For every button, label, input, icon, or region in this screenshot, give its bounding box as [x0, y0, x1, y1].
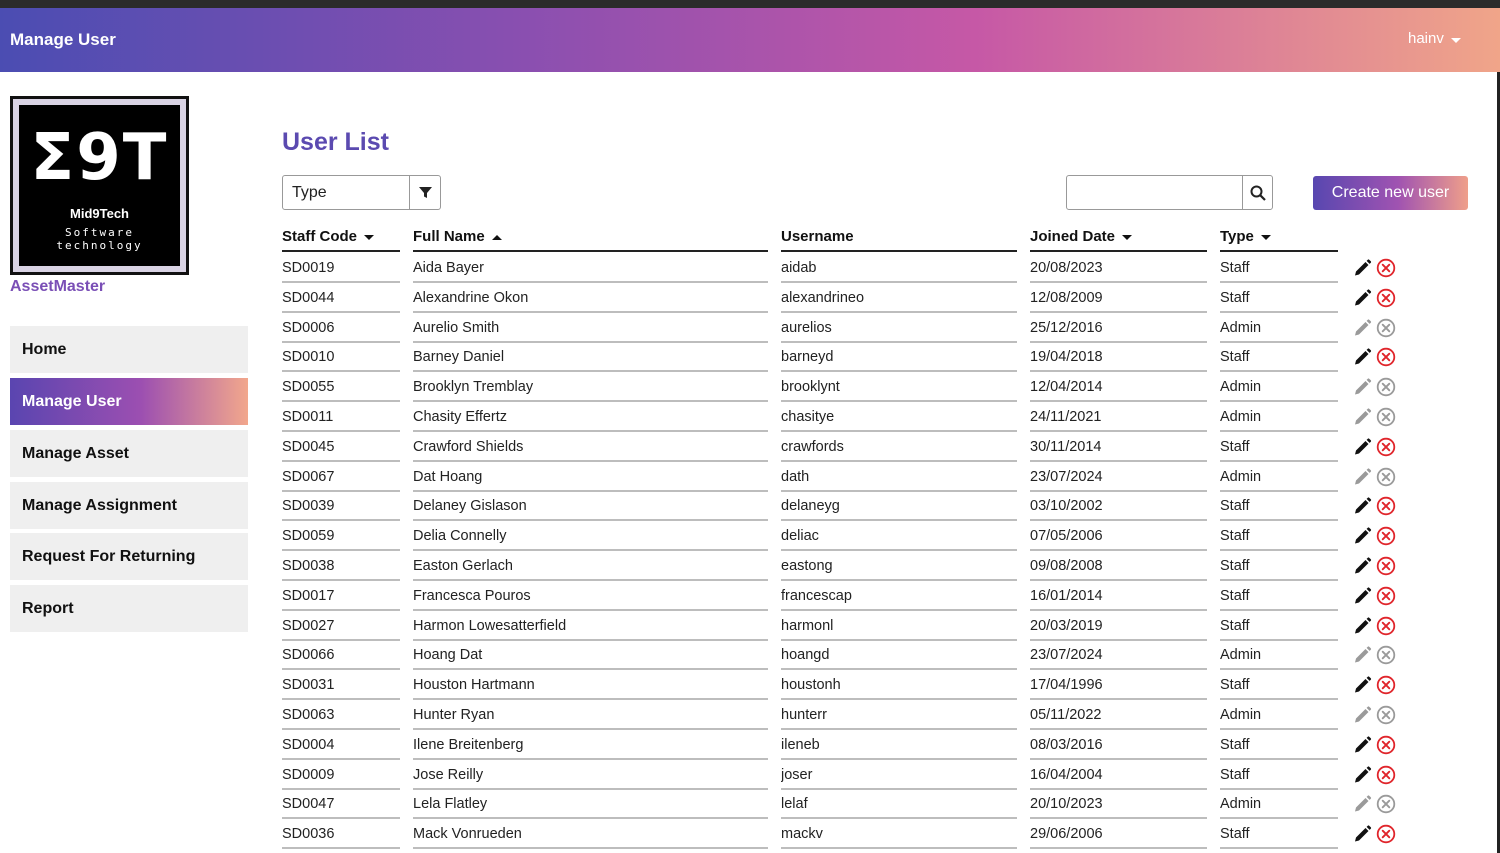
username-cell: eastong — [781, 554, 1017, 581]
nav-item-manage-user[interactable]: Manage User — [10, 378, 248, 425]
username-cell: mackv — [781, 822, 1017, 849]
search-input[interactable] — [1067, 176, 1242, 209]
table-row[interactable] — [0, 345, 1500, 375]
edit-pencil-icon[interactable] — [1352, 496, 1372, 516]
full-name-cell: Jose Reilly — [413, 763, 768, 790]
staff-code-cell: SD0047 — [282, 792, 400, 819]
table-row[interactable] — [0, 822, 1500, 852]
staff-code-cell: SD0038 — [282, 554, 400, 581]
search-box — [1066, 175, 1273, 210]
type-cell: Staff — [1220, 524, 1338, 551]
username-cell: dath — [781, 465, 1017, 492]
full-name-cell: Francesca Pouros — [413, 584, 768, 611]
joined-date-cell: 16/04/2004 — [1030, 763, 1207, 790]
type-cell: Staff — [1220, 345, 1338, 372]
delete-circle-x-icon[interactable] — [1376, 407, 1396, 427]
staff-code-cell: SD0027 — [282, 614, 400, 641]
table-row[interactable] — [0, 256, 1500, 286]
type-cell: Staff — [1220, 494, 1338, 521]
type-cell: Staff — [1220, 763, 1338, 790]
nav-item-report[interactable]: Report — [10, 585, 248, 632]
table-row[interactable] — [0, 792, 1500, 822]
column-header-username[interactable] — [781, 228, 1017, 252]
joined-date-cell: 17/04/1996 — [1030, 673, 1207, 700]
table-row[interactable] — [0, 375, 1500, 405]
type-cell: Admin — [1220, 465, 1338, 492]
full-name-cell: Aurelio Smith — [413, 316, 768, 343]
table-row[interactable] — [0, 494, 1500, 524]
staff-code-cell: SD0006 — [282, 316, 400, 343]
sort-down-icon — [1261, 235, 1271, 240]
username-cell: barneyd — [781, 345, 1017, 372]
caret-down-icon[interactable] — [1451, 38, 1461, 43]
username-cell: houstonh — [781, 673, 1017, 700]
username-cell: joser — [781, 763, 1017, 790]
table-row[interactable] — [0, 435, 1500, 465]
full-name-cell: Dat Hoang — [413, 465, 768, 492]
table-row[interactable] — [0, 584, 1500, 614]
edit-pencil-icon[interactable] — [1352, 824, 1372, 844]
type-filter-dropdown[interactable] — [282, 175, 441, 210]
delete-circle-x-icon[interactable] — [1376, 377, 1396, 397]
username-cell: harmonl — [781, 614, 1017, 641]
edit-pencil-icon[interactable] — [1352, 735, 1372, 755]
username-cell: deliac — [781, 524, 1017, 551]
staff-code-cell: SD0036 — [282, 822, 400, 849]
table-row[interactable] — [0, 763, 1500, 793]
delete-circle-x-icon[interactable] — [1376, 556, 1396, 576]
edit-pencil-icon[interactable] — [1352, 556, 1372, 576]
table-row[interactable] — [0, 554, 1500, 584]
table-row[interactable] — [0, 316, 1500, 346]
joined-date-cell: 24/11/2021 — [1030, 405, 1207, 432]
edit-pencil-icon[interactable] — [1352, 407, 1372, 427]
page-title: User List — [282, 128, 389, 156]
nav-item-home[interactable]: Home — [10, 326, 248, 373]
username-cell: crawfords — [781, 435, 1017, 462]
joined-date-cell: 03/10/2002 — [1030, 494, 1207, 521]
column-header-label: Username — [781, 228, 854, 245]
staff-code-cell: SD0055 — [282, 375, 400, 402]
table-row[interactable] — [0, 465, 1500, 495]
full-name-cell: Hoang Dat — [413, 643, 768, 670]
search-icon[interactable] — [1242, 176, 1272, 209]
delete-circle-x-icon[interactable] — [1376, 467, 1396, 487]
edit-pencil-icon[interactable] — [1352, 586, 1372, 606]
full-name-cell: Hunter Ryan — [413, 703, 768, 730]
full-name-cell: Brooklyn Tremblay — [413, 375, 768, 402]
joined-date-cell: 23/07/2024 — [1030, 465, 1207, 492]
username-cell: aidab — [781, 256, 1017, 283]
type-cell: Staff — [1220, 733, 1338, 760]
table-row[interactable] — [0, 524, 1500, 554]
joined-date-cell: 20/08/2023 — [1030, 256, 1207, 283]
type-cell: Staff — [1220, 584, 1338, 611]
edit-pencil-icon[interactable] — [1352, 794, 1372, 814]
staff-code-cell: SD0031 — [282, 673, 400, 700]
staff-code-cell: SD0066 — [282, 643, 400, 670]
table-row[interactable] — [0, 673, 1500, 703]
delete-circle-x-icon[interactable] — [1376, 496, 1396, 516]
edit-pencil-icon[interactable] — [1352, 467, 1372, 487]
table-row[interactable] — [0, 405, 1500, 435]
full-name-cell: Mack Vonrueden — [413, 822, 768, 849]
edit-pencil-icon[interactable] — [1352, 765, 1372, 785]
delete-circle-x-icon[interactable] — [1376, 616, 1396, 636]
delete-circle-x-icon[interactable] — [1376, 288, 1396, 308]
delete-circle-x-icon[interactable] — [1376, 586, 1396, 606]
delete-circle-x-icon[interactable] — [1376, 794, 1396, 814]
joined-date-cell: 07/05/2006 — [1030, 524, 1207, 551]
full-name-cell: Aida Bayer — [413, 256, 768, 283]
logo-tagline: Software technology — [56, 226, 143, 252]
username-cell: delaneyg — [781, 494, 1017, 521]
joined-date-cell: 08/03/2016 — [1030, 733, 1207, 760]
column-header-label: Type — [1220, 228, 1254, 245]
sort-up-icon — [492, 235, 502, 240]
column-header-staff-code[interactable] — [282, 228, 400, 252]
staff-code-cell: SD0059 — [282, 524, 400, 551]
full-name-cell: Easton Gerlach — [413, 554, 768, 581]
type-cell: Staff — [1220, 822, 1338, 849]
edit-pencil-icon[interactable] — [1352, 288, 1372, 308]
sort-down-icon — [1122, 235, 1132, 240]
staff-code-cell: SD0044 — [282, 286, 400, 313]
table-row[interactable] — [0, 733, 1500, 763]
type-cell: Admin — [1220, 405, 1338, 432]
delete-circle-x-icon[interactable] — [1376, 645, 1396, 665]
type-cell: Staff — [1220, 286, 1338, 313]
edit-pencil-icon[interactable] — [1352, 377, 1372, 397]
username-cell: brooklynt — [781, 375, 1017, 402]
full-name-cell: Lela Flatley — [413, 792, 768, 819]
top-header — [0, 8, 1500, 72]
full-name-cell: Crawford Shields — [413, 435, 768, 462]
edit-pencil-icon[interactable] — [1352, 347, 1372, 367]
edit-pencil-icon[interactable] — [1352, 258, 1372, 278]
nav-item-manage-asset[interactable]: Manage Asset — [10, 430, 248, 477]
delete-circle-x-icon[interactable] — [1376, 437, 1396, 457]
joined-date-cell: 23/07/2024 — [1030, 643, 1207, 670]
type-cell: Admin — [1220, 643, 1338, 670]
staff-code-cell: SD0009 — [282, 763, 400, 790]
username-cell: chasitye — [781, 405, 1017, 432]
full-name-cell: Houston Hartmann — [413, 673, 768, 700]
staff-code-cell: SD0067 — [282, 465, 400, 492]
joined-date-cell: 20/03/2019 — [1030, 614, 1207, 641]
username-cell: aurelios — [781, 316, 1017, 343]
column-header-label: Staff Code — [282, 228, 357, 245]
joined-date-cell: 19/04/2018 — [1030, 345, 1207, 372]
full-name-cell: Delaney Gislason — [413, 494, 768, 521]
full-name-cell: Chasity Effertz — [413, 405, 768, 432]
edit-pencil-icon[interactable] — [1352, 437, 1372, 457]
staff-code-cell: SD0011 — [282, 405, 400, 432]
edit-pencil-icon[interactable] — [1352, 705, 1372, 725]
staff-code-cell: SD0019 — [282, 256, 400, 283]
username-cell: francescap — [781, 584, 1017, 611]
staff-code-cell: SD0045 — [282, 435, 400, 462]
type-cell: Admin — [1220, 792, 1338, 819]
delete-circle-x-icon[interactable] — [1376, 824, 1396, 844]
username-cell: alexandrineo — [781, 286, 1017, 313]
sort-down-icon — [364, 235, 374, 240]
edit-pencil-icon[interactable] — [1352, 526, 1372, 546]
delete-circle-x-icon[interactable] — [1376, 735, 1396, 755]
type-filter-label: Type — [292, 184, 327, 201]
joined-date-cell: 16/01/2014 — [1030, 584, 1207, 611]
header-title: Manage User — [10, 30, 116, 49]
delete-circle-x-icon[interactable] — [1376, 675, 1396, 695]
column-header-label: Full Name — [413, 228, 485, 245]
logo-name: Mid9Tech — [70, 206, 129, 221]
company-logo — [10, 96, 189, 275]
joined-date-cell: 20/10/2023 — [1030, 792, 1207, 819]
type-cell: Staff — [1220, 554, 1338, 581]
filter-icon[interactable] — [409, 176, 440, 209]
staff-code-cell: SD0010 — [282, 345, 400, 372]
joined-date-cell: 09/08/2008 — [1030, 554, 1207, 581]
table-row[interactable] — [0, 614, 1500, 644]
nav-item-manage-assignment[interactable]: Manage Assignment — [10, 482, 248, 529]
type-cell: Admin — [1220, 316, 1338, 343]
staff-code-cell: SD0063 — [282, 703, 400, 730]
type-cell: Staff — [1220, 614, 1338, 641]
full-name-cell: Delia Connelly — [413, 524, 768, 551]
table-row[interactable] — [0, 703, 1500, 733]
column-header-type[interactable] — [1220, 228, 1338, 252]
full-name-cell: Barney Daniel — [413, 345, 768, 372]
joined-date-cell: 05/11/2022 — [1030, 703, 1207, 730]
joined-date-cell: 12/08/2009 — [1030, 286, 1207, 313]
nav-item-request-for-returning[interactable]: Request For Returning — [10, 533, 248, 580]
column-header-full-name[interactable] — [413, 228, 768, 252]
staff-code-cell: SD0004 — [282, 733, 400, 760]
create-new-user-button[interactable]: Create new user — [1313, 176, 1468, 210]
edit-pencil-icon[interactable] — [1352, 645, 1372, 665]
edit-pencil-icon[interactable] — [1352, 616, 1372, 636]
edit-pencil-icon[interactable] — [1352, 675, 1372, 695]
joined-date-cell: 12/04/2014 — [1030, 375, 1207, 402]
type-cell: Admin — [1220, 375, 1338, 402]
type-cell: Staff — [1220, 673, 1338, 700]
username-cell: hunterr — [781, 703, 1017, 730]
staff-code-cell: SD0017 — [282, 584, 400, 611]
column-header-joined-date[interactable] — [1030, 228, 1207, 252]
delete-circle-x-icon[interactable] — [1376, 526, 1396, 546]
user-menu[interactable]: hainv — [1408, 30, 1444, 47]
full-name-cell: Ilene Breitenberg — [413, 733, 768, 760]
delete-circle-x-icon[interactable] — [1376, 318, 1396, 338]
window-top-strip — [0, 0, 1500, 8]
username-cell: ileneb — [781, 733, 1017, 760]
type-cell: Staff — [1220, 435, 1338, 462]
brand-name: AssetMaster — [10, 278, 106, 295]
table-row[interactable] — [0, 286, 1500, 316]
delete-circle-x-icon[interactable] — [1376, 258, 1396, 278]
username-cell: lelaf — [781, 792, 1017, 819]
joined-date-cell: 30/11/2014 — [1030, 435, 1207, 462]
username-cell: hoangd — [781, 643, 1017, 670]
logo-mark: Σ9T — [30, 121, 169, 195]
delete-circle-x-icon[interactable] — [1376, 765, 1396, 785]
type-cell: Staff — [1220, 256, 1338, 283]
edit-pencil-icon[interactable] — [1352, 318, 1372, 338]
joined-date-cell: 29/06/2006 — [1030, 822, 1207, 849]
full-name-cell: Alexandrine Okon — [413, 286, 768, 313]
type-cell: Admin — [1220, 703, 1338, 730]
joined-date-cell: 25/12/2016 — [1030, 316, 1207, 343]
staff-code-cell: SD0039 — [282, 494, 400, 521]
column-header-label: Joined Date — [1030, 228, 1116, 245]
table-row[interactable] — [0, 643, 1500, 673]
delete-circle-x-icon[interactable] — [1376, 347, 1396, 367]
full-name-cell: Harmon Lowesatterfield — [413, 614, 768, 641]
delete-circle-x-icon[interactable] — [1376, 705, 1396, 725]
